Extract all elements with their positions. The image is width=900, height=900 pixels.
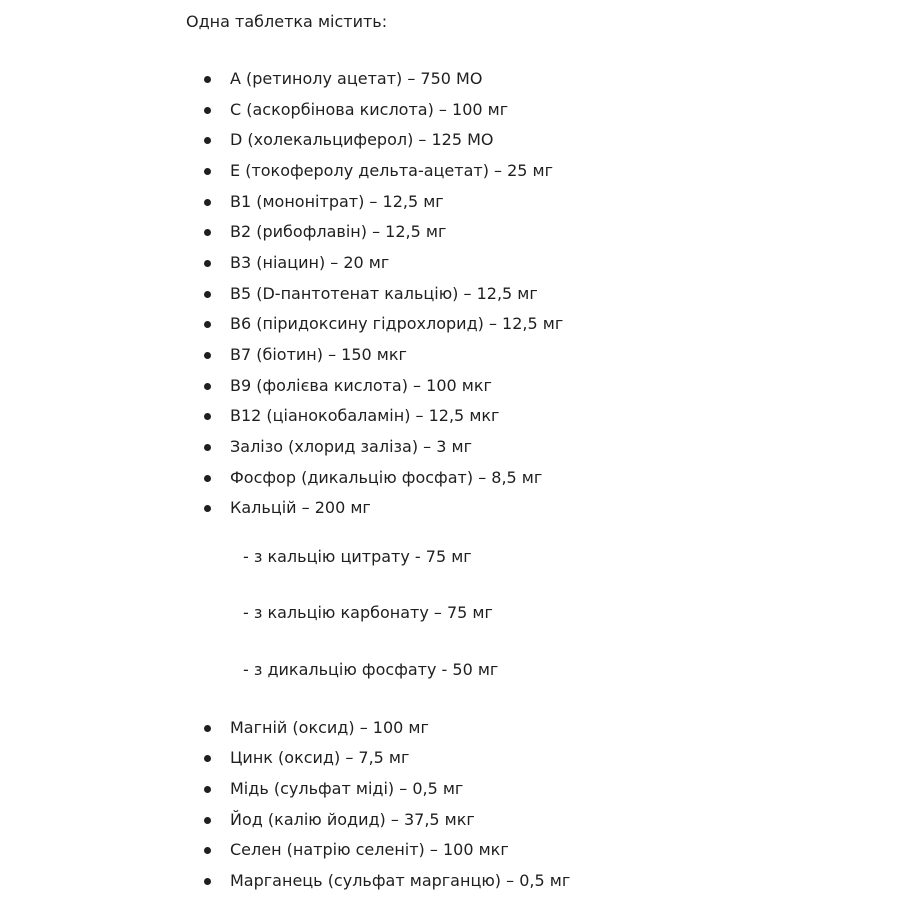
bullet-icon [204, 817, 211, 824]
list-item-text: B2 (рибофлавін) – 12,5 мг [230, 222, 447, 241]
bullet-icon [204, 107, 211, 114]
list-item [230, 839, 509, 861]
list-item-text: B3 (ніацин) – 20 мг [230, 253, 390, 272]
list-item-text: A (ретинолу ацетат) – 750 МО [230, 69, 483, 88]
list-item-text: C (аскорбінова кислота) – 100 мг [230, 100, 509, 119]
bullet-icon [204, 847, 211, 854]
list-item [230, 717, 429, 739]
list-item-text: B7 (біотин) – 150 мкг [230, 345, 407, 364]
list-item [230, 870, 570, 892]
bullet-icon [204, 725, 211, 732]
list-item-text: Марганець (сульфат марганцю) – 0,5 мг [230, 871, 571, 890]
list-item-text: B12 (ціанокобаламін) – 12,5 мкг [230, 406, 500, 425]
bullet-icon [204, 76, 211, 83]
list-item [230, 221, 446, 243]
list-item [230, 497, 371, 519]
calcium-sub-item: - з кальцію карбонату – 75 мг [243, 603, 493, 622]
composition-heading: Одна таблетка містить: [186, 12, 388, 31]
bullet-icon [204, 137, 211, 144]
bullet-icon [204, 878, 211, 885]
calcium-sub-item: - з кальцію цитрату - 75 мг [243, 547, 472, 566]
list-item [230, 283, 538, 305]
list-item [230, 809, 475, 831]
bullet-icon [204, 352, 211, 359]
bullet-icon [204, 229, 211, 236]
bullet-icon [204, 168, 211, 175]
list-item-text: B6 (піридоксину гідрохлорид) – 12,5 мг [230, 314, 564, 333]
calcium-sub-item: - з дикальцію фосфату - 50 мг [243, 660, 499, 679]
list-item [230, 436, 472, 458]
list-item-text: Йод (калію йодид) – 37,5 мкг [230, 810, 475, 829]
list-item-text: Мідь (сульфат міді) – 0,5 мг [230, 779, 464, 798]
list-item-text: Кальцій – 200 мг [230, 498, 371, 517]
list-item [230, 405, 499, 427]
list-item-text: B1 (мононітрат) – 12,5 мг [230, 192, 444, 211]
list-item [230, 160, 553, 182]
list-item-text: B5 (D-пантотенат кальцію) – 12,5 мг [230, 284, 538, 303]
bullet-icon [204, 755, 211, 762]
list-item-text: Фосфор (дикальцію фосфат) – 8,5 мг [230, 468, 543, 487]
list-item-text: Магній (оксид) – 100 мг [230, 718, 429, 737]
bullet-icon [204, 444, 211, 451]
bullet-icon [204, 260, 211, 267]
bullet-icon [204, 413, 211, 420]
bullet-icon [204, 383, 211, 390]
list-item [230, 344, 407, 366]
bullet-icon [204, 199, 211, 206]
bullet-icon [204, 475, 211, 482]
list-item [230, 129, 494, 151]
bullet-icon [204, 291, 211, 298]
bullet-icon [204, 786, 211, 793]
list-item-text: Цинк (оксид) – 7,5 мг [230, 748, 410, 767]
list-item-text: D (холекальциферол) – 125 МО [230, 130, 494, 149]
list-item [230, 375, 492, 397]
list-item-text: B9 (фолієва кислота) – 100 мкг [230, 376, 492, 395]
list-item-text: Селен (натрію селеніт) – 100 мкг [230, 840, 509, 859]
list-item-text: Залізо (хлорид заліза) – 3 мг [230, 437, 472, 456]
bullet-icon [204, 505, 211, 512]
bullet-icon [204, 321, 211, 328]
list-item [230, 313, 563, 335]
list-item [230, 191, 444, 213]
list-item [230, 252, 389, 274]
list-item [230, 778, 463, 800]
list-item [230, 99, 508, 121]
list-item [230, 467, 542, 489]
list-item [230, 68, 482, 90]
list-item [230, 747, 409, 769]
list-item-text: E (токоферолу дельта-ацетат) – 25 мг [230, 161, 554, 180]
